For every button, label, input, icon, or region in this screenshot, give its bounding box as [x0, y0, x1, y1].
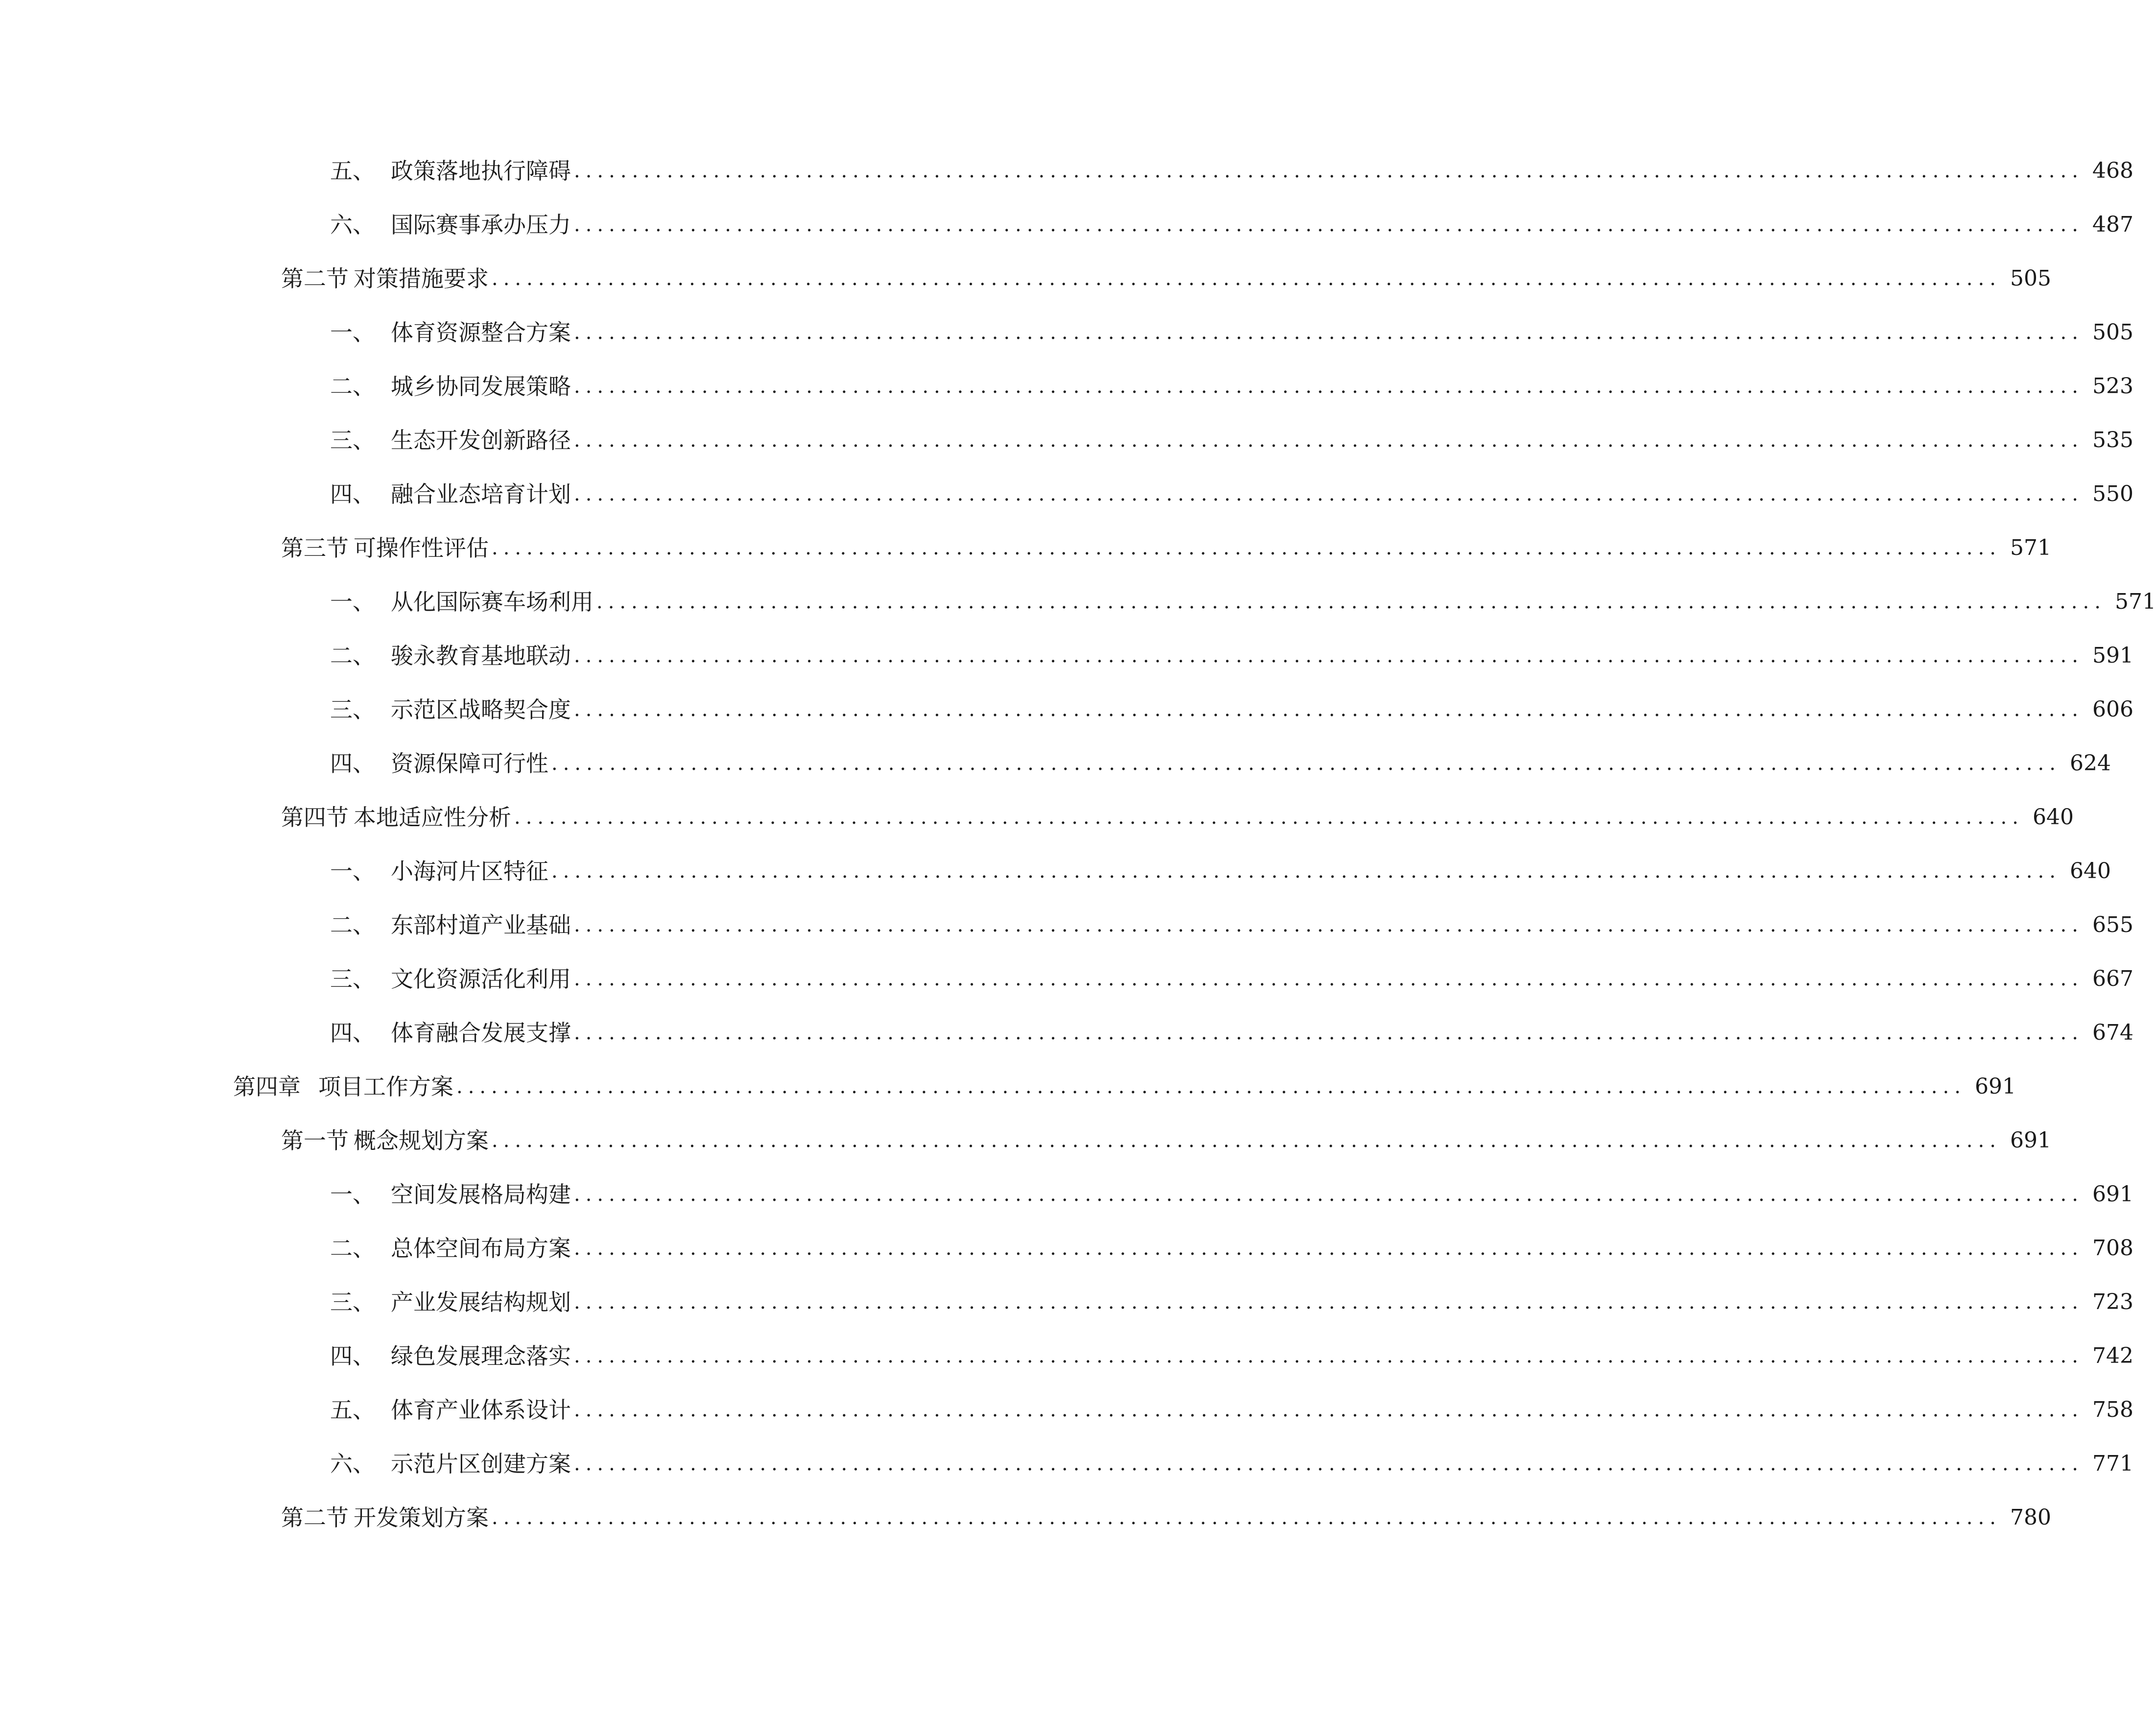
toc-entry-page: 780: [2010, 1505, 2051, 1530]
toc-entry-number: 第二节: [281, 265, 349, 292]
toc-entry-page: 742: [2092, 1343, 2133, 1368]
toc-entry-number: 五、: [330, 158, 375, 184]
dot-leader: ..................................................................................................................................: [596, 591, 2106, 613]
toc-entry-number: 二、: [330, 1235, 375, 1262]
toc-entry-page: 571: [2114, 589, 2156, 614]
toc-entry-number: 一、: [330, 858, 375, 884]
toc-entry-number: 一、: [330, 589, 375, 615]
toc-entry-page: 505: [2092, 320, 2133, 345]
toc-entry-page: 674: [2092, 1020, 2133, 1045]
toc-entry[interactable]: [233, 1067, 2016, 1106]
toc-entry-page: 691: [2010, 1128, 2051, 1153]
dot-leader: ..................................................................................................................................: [574, 1453, 2084, 1475]
toc-entry-number: 六、: [330, 1451, 375, 1477]
toc-entry[interactable]: [330, 582, 2156, 621]
dot-leader: ..................................................................................................................................: [492, 537, 2001, 559]
toc-entry-number: 四、: [330, 1020, 375, 1046]
toc-entry-title: 文化资源活化利用: [391, 966, 571, 992]
toc-entry-title: 骏永教育基地联动: [391, 643, 571, 669]
toc-entry-number: 二、: [330, 643, 375, 669]
toc-entry-page: 667: [2092, 966, 2133, 991]
toc-entry-title: 开发策划方案: [354, 1504, 489, 1531]
toc-entry-title: 城乡协同发展策略: [391, 373, 571, 400]
toc-entry-title: 政策落地执行障碍: [391, 158, 571, 184]
toc-entry-number: 第三节: [281, 535, 349, 561]
toc-entry-page: 468: [2092, 158, 2133, 183]
toc-entry-page: 571: [2010, 535, 2051, 560]
toc-entry-title: 体育融合发展支撑: [391, 1020, 571, 1046]
toc-entry[interactable]: [330, 421, 2133, 460]
toc-entry-page: 758: [2092, 1397, 2133, 1422]
toc-entry-title: 可操作性评估: [354, 535, 489, 561]
toc-entry[interactable]: [330, 1336, 2133, 1376]
toc-entry-page: 550: [2092, 481, 2133, 506]
toc-entry-number: 第一节: [281, 1127, 349, 1154]
dot-leader: ..................................................................................................................................: [514, 806, 2024, 829]
toc-entry-page: 723: [2092, 1289, 2133, 1314]
toc-entry[interactable]: [330, 959, 2133, 999]
toc-entry-title: 本地适应性分析: [354, 804, 511, 831]
toc-entry[interactable]: [330, 906, 2133, 945]
toc-entry-title: 国际赛事承办压力: [391, 212, 571, 238]
toc-entry-page: 535: [2092, 428, 2133, 453]
toc-entry-title: 绿色发展理念落实: [391, 1343, 571, 1369]
toc-entry[interactable]: [330, 1283, 2133, 1322]
toc-entry-number: 二、: [330, 912, 375, 938]
dot-leader: ..................................................................................................................................: [574, 1237, 2084, 1260]
dot-leader: ..................................................................................................................................: [551, 752, 2061, 775]
toc-entry[interactable]: [281, 1121, 2051, 1160]
toc-entry-page: 523: [2092, 374, 2133, 399]
toc-entry[interactable]: [330, 636, 2133, 675]
toc-entry[interactable]: [330, 852, 2111, 891]
toc-entry-page: 771: [2092, 1451, 2133, 1476]
toc-entry-title: 产业发展结构规划: [391, 1289, 571, 1315]
dot-leader: ..................................................................................................................................: [574, 429, 2084, 452]
dot-leader: ..................................................................................................................................: [574, 1291, 2084, 1313]
toc-entry-title: 空间发展格局构建: [391, 1181, 571, 1208]
toc-entry-title: 从化国际赛车场利用: [391, 589, 593, 615]
toc-entry-title: 资源保障可行性: [391, 750, 548, 777]
dot-leader: ..................................................................................................................................: [574, 1183, 2084, 1206]
toc-entry-number: 三、: [330, 1289, 375, 1315]
dot-leader: ..................................................................................................................................: [574, 160, 2084, 182]
toc-entry-title: 对策措施要求: [354, 265, 489, 292]
toc-entry-title: 体育产业体系设计: [391, 1397, 571, 1423]
toc-entry-number: 三、: [330, 427, 375, 453]
toc-entry-page: 691: [1974, 1074, 2016, 1099]
toc-entry[interactable]: [330, 1013, 2133, 1052]
toc-entry[interactable]: [330, 1390, 2133, 1430]
toc-entry-title: 生态开发创新路径: [391, 427, 571, 453]
toc-entry[interactable]: [281, 1498, 2051, 1537]
toc-entry-page: 591: [2092, 643, 2133, 668]
toc-entry-title: 总体空间布局方案: [391, 1235, 571, 1262]
toc-entry-page: 505: [2010, 266, 2051, 291]
toc-entry-title: 示范区战略契合度: [391, 696, 571, 723]
toc-entry[interactable]: [330, 313, 2133, 352]
dot-leader: ..................................................................................................................................: [574, 914, 2084, 936]
toc-entry-page: 640: [2032, 805, 2074, 830]
toc-entry[interactable]: [281, 528, 2051, 568]
toc-entry-title: 体育资源整合方案: [391, 319, 571, 346]
dot-leader: ..................................................................................................................................: [574, 968, 2084, 990]
dot-leader: ..................................................................................................................................: [574, 483, 2084, 505]
toc-entry[interactable]: [281, 259, 2051, 298]
toc-entry-page: 708: [2092, 1236, 2133, 1261]
toc-entry-number: 第四章: [233, 1074, 301, 1100]
toc-entry[interactable]: [330, 475, 2133, 514]
toc-entry-title: 东部村道产业基础: [391, 912, 571, 938]
dot-leader: ..................................................................................................................................: [492, 1506, 2001, 1529]
dot-leader: ..................................................................................................................................: [574, 698, 2084, 721]
toc-entry-number: 六、: [330, 212, 375, 238]
toc-entry-page: 655: [2092, 912, 2133, 937]
toc-entry-number: 四、: [330, 481, 375, 507]
toc-entry-title: 概念规划方案: [354, 1127, 489, 1154]
toc-entry[interactable]: [330, 151, 2133, 191]
dot-leader: ..................................................................................................................................: [492, 1129, 2001, 1152]
toc-entry-page: 640: [2069, 859, 2111, 883]
dot-leader: ..................................................................................................................................: [492, 267, 2001, 290]
toc-entry-number: 三、: [330, 696, 375, 723]
toc-entry-title: 融合业态培育计划: [391, 481, 571, 507]
toc-entry-number: 二、: [330, 373, 375, 400]
toc-entry[interactable]: [330, 1175, 2133, 1214]
toc-entry-number: 一、: [330, 319, 375, 346]
dot-leader: ..................................................................................................................................: [574, 214, 2084, 236]
toc-entry-number: 三、: [330, 966, 375, 992]
toc-entry[interactable]: [330, 1444, 2133, 1483]
toc-entry-number: 一、: [330, 1181, 375, 1208]
dot-leader: ..................................................................................................................................: [551, 860, 2061, 883]
toc-entry-title: 小海河片区特征: [391, 858, 548, 884]
dot-leader: ..................................................................................................................................: [456, 1075, 1966, 1098]
toc-entry-page: 624: [2069, 751, 2111, 776]
dot-leader: ..................................................................................................................................: [574, 321, 2084, 344]
toc-entry-title: 示范片区创建方案: [391, 1451, 571, 1477]
toc-entry-number: 四、: [330, 750, 375, 777]
toc-entry-page: 691: [2092, 1182, 2133, 1207]
dot-leader: ..................................................................................................................................: [574, 1399, 2084, 1421]
toc-entry-number: 五、: [330, 1397, 375, 1423]
toc-entry-page: 487: [2092, 212, 2133, 237]
dot-leader: ..................................................................................................................................: [574, 375, 2084, 398]
dot-leader: ..................................................................................................................................: [574, 644, 2084, 667]
toc-entry-number: 第二节: [281, 1504, 349, 1531]
toc-entry[interactable]: [330, 205, 2133, 244]
toc-entry[interactable]: [330, 367, 2133, 406]
toc-entry[interactable]: [330, 1229, 2133, 1268]
toc-entry[interactable]: [330, 690, 2133, 729]
toc-entry[interactable]: [281, 798, 2074, 837]
toc-entry-number: 四、: [330, 1343, 375, 1369]
toc-entry[interactable]: [330, 744, 2111, 783]
dot-leader: ..................................................................................................................................: [574, 1022, 2084, 1044]
toc-entry-title: 项目工作方案: [318, 1074, 453, 1100]
dot-leader: ..................................................................................................................................: [574, 1345, 2084, 1367]
toc-entry-number: 第四节: [281, 804, 349, 831]
toc-entry-page: 606: [2092, 697, 2133, 722]
